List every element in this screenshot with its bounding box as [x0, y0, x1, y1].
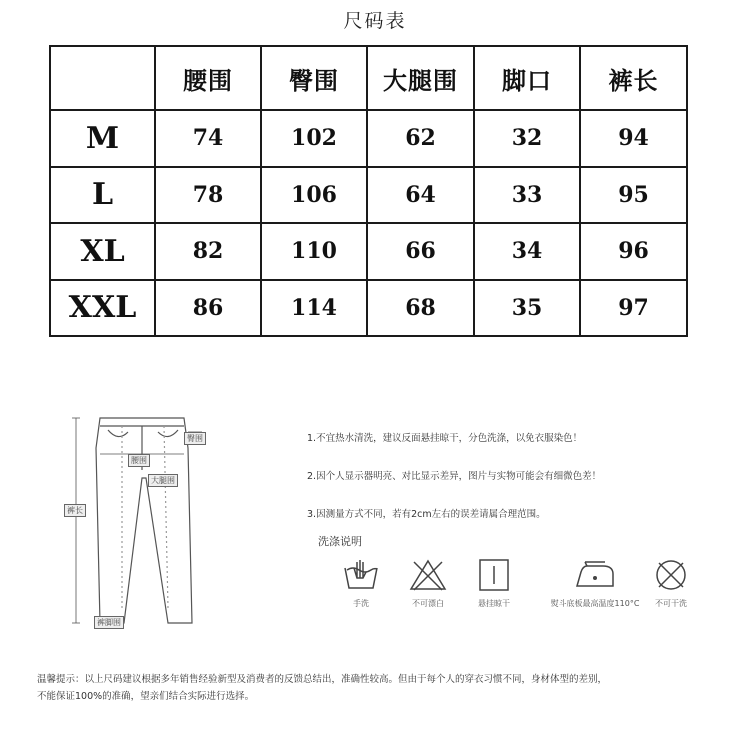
tag-waist: 腰围 — [128, 454, 150, 467]
hand-wash-icon — [341, 558, 381, 592]
table-row — [50, 110, 687, 167]
size-label: L — [50, 167, 155, 224]
table-cell: 78 — [155, 167, 261, 224]
no-bleach-icon — [408, 558, 448, 592]
size-label: XXL — [50, 280, 155, 337]
table-cell: 32 — [474, 110, 580, 167]
header-hem: 脚口 — [474, 46, 580, 110]
table-cell: 66 — [367, 223, 474, 280]
table-cell: 86 — [155, 280, 261, 337]
hang-dry-icon — [474, 558, 514, 592]
table-cell: 97 — [580, 280, 687, 337]
tag-hem: 裤脚围 — [94, 616, 124, 629]
table-cell: 68 — [367, 280, 474, 337]
table-cell: 96 — [580, 223, 687, 280]
size-label: XL — [50, 223, 155, 280]
wash-label: 手洗 — [353, 599, 369, 608]
table-cell: 34 — [474, 223, 580, 280]
washing-title: 洗涤说明 — [318, 535, 362, 548]
table-cell: 74 — [155, 110, 261, 167]
wash-item-no-dry-clean — [646, 558, 696, 609]
header-corner-cell — [50, 46, 155, 110]
header-thigh: 大腿围 — [367, 46, 474, 110]
table-cell: 102 — [261, 110, 367, 167]
table-cell: 95 — [580, 167, 687, 224]
table-cell: 62 — [367, 110, 474, 167]
header-waist: 腰围 — [155, 46, 261, 110]
note-item: 2.因个人显示器明亮、对比显示差异，图片与实物可能会有细微色差！ — [307, 471, 602, 482]
footer-line: 不能保证100%的准确，望亲们结合实际进行选择。 — [37, 691, 255, 702]
wash-item-hang-dry — [466, 558, 522, 609]
wash-label: 不可干洗 — [655, 599, 687, 608]
table-header-row — [50, 46, 687, 110]
wash-item-hand-wash — [336, 558, 386, 609]
table-row — [50, 280, 687, 337]
table-cell: 33 — [474, 167, 580, 224]
no-dry-clean-icon — [651, 558, 691, 592]
table-row — [50, 167, 687, 224]
header-hip: 臀围 — [261, 46, 367, 110]
size-table — [49, 45, 688, 337]
table-cell: 114 — [261, 280, 367, 337]
note-item: 1.不宜热水清洗，建议反面悬挂晾干，分色洗涤，以免衣服染色！ — [307, 433, 583, 444]
note-item: 3.因测量方式不同，若有2cm左右的误差请属合理范围。 — [307, 509, 546, 520]
wash-item-no-bleach — [400, 558, 456, 609]
table-cell: 64 — [367, 167, 474, 224]
size-label: M — [50, 110, 155, 167]
table-row — [50, 223, 687, 280]
tag-hip: 臀围 — [184, 432, 206, 445]
header-length: 裤长 — [580, 46, 687, 110]
tag-thigh: 大腿围 — [148, 474, 178, 487]
tag-length: 裤长 — [64, 504, 86, 517]
table-cell: 106 — [261, 167, 367, 224]
care-notes — [307, 430, 747, 544]
wash-label: 熨斗底板最高温度110°C — [550, 599, 640, 608]
table-cell: 35 — [474, 280, 580, 337]
table-cell: 82 — [155, 223, 261, 280]
wash-label: 不可漂白 — [412, 599, 444, 608]
table-cell: 94 — [580, 110, 687, 167]
pants-diagram — [62, 408, 222, 640]
footer-tip — [37, 671, 727, 705]
footer-line: 温馨提示：以上尺码建议根据多年销售经验新型及消费者的反馈总结出，准确性较高。但由于每个人的穿衣习惯不同，身材体型的差别， — [37, 674, 608, 685]
table-cell: 110 — [261, 223, 367, 280]
iron-icon — [573, 558, 617, 592]
wash-item-iron — [530, 558, 660, 609]
wash-label: 悬挂晾干 — [478, 599, 510, 608]
page-title: 尺码表 — [343, 10, 407, 32]
